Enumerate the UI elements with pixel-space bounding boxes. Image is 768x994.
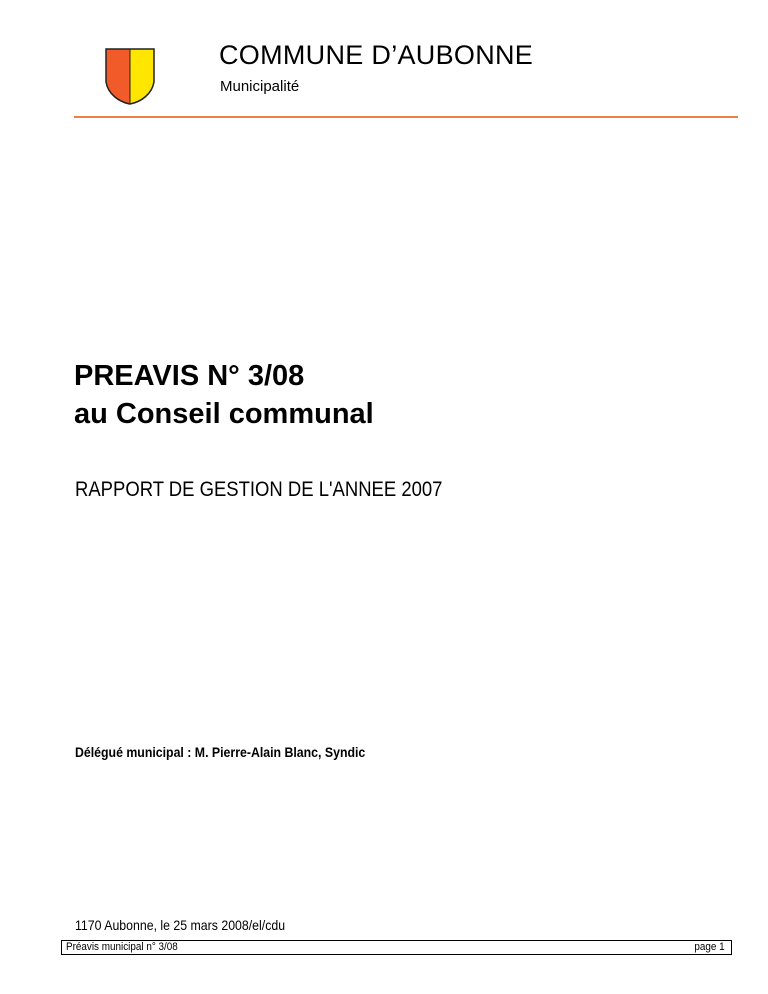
document-title-number: PREAVIS N° 3/08 [74,360,305,392]
page-footer [61,940,732,955]
footer-document-ref: Préavis municipal n° 3/08 [66,941,178,953]
municipal-delegate: Délégué municipal : M. Pierre-Alain Blanc, Syndic [75,744,366,760]
document-title-recipient: au Conseil communal [74,398,374,430]
document-subject: RAPPORT DE GESTION DE L'ANNEE 2007 [75,478,443,501]
place-and-date: 1170 Aubonne, le 25 mars 2008/el/cdu [75,917,286,933]
footer-page-number: page 1 [694,941,725,953]
coat-of-arms-icon [103,46,157,108]
commune-name: COMMUNE D’AUBONNE [219,40,534,70]
municipality-subtitle: Municipalité [220,78,300,95]
header-divider [74,116,738,118]
